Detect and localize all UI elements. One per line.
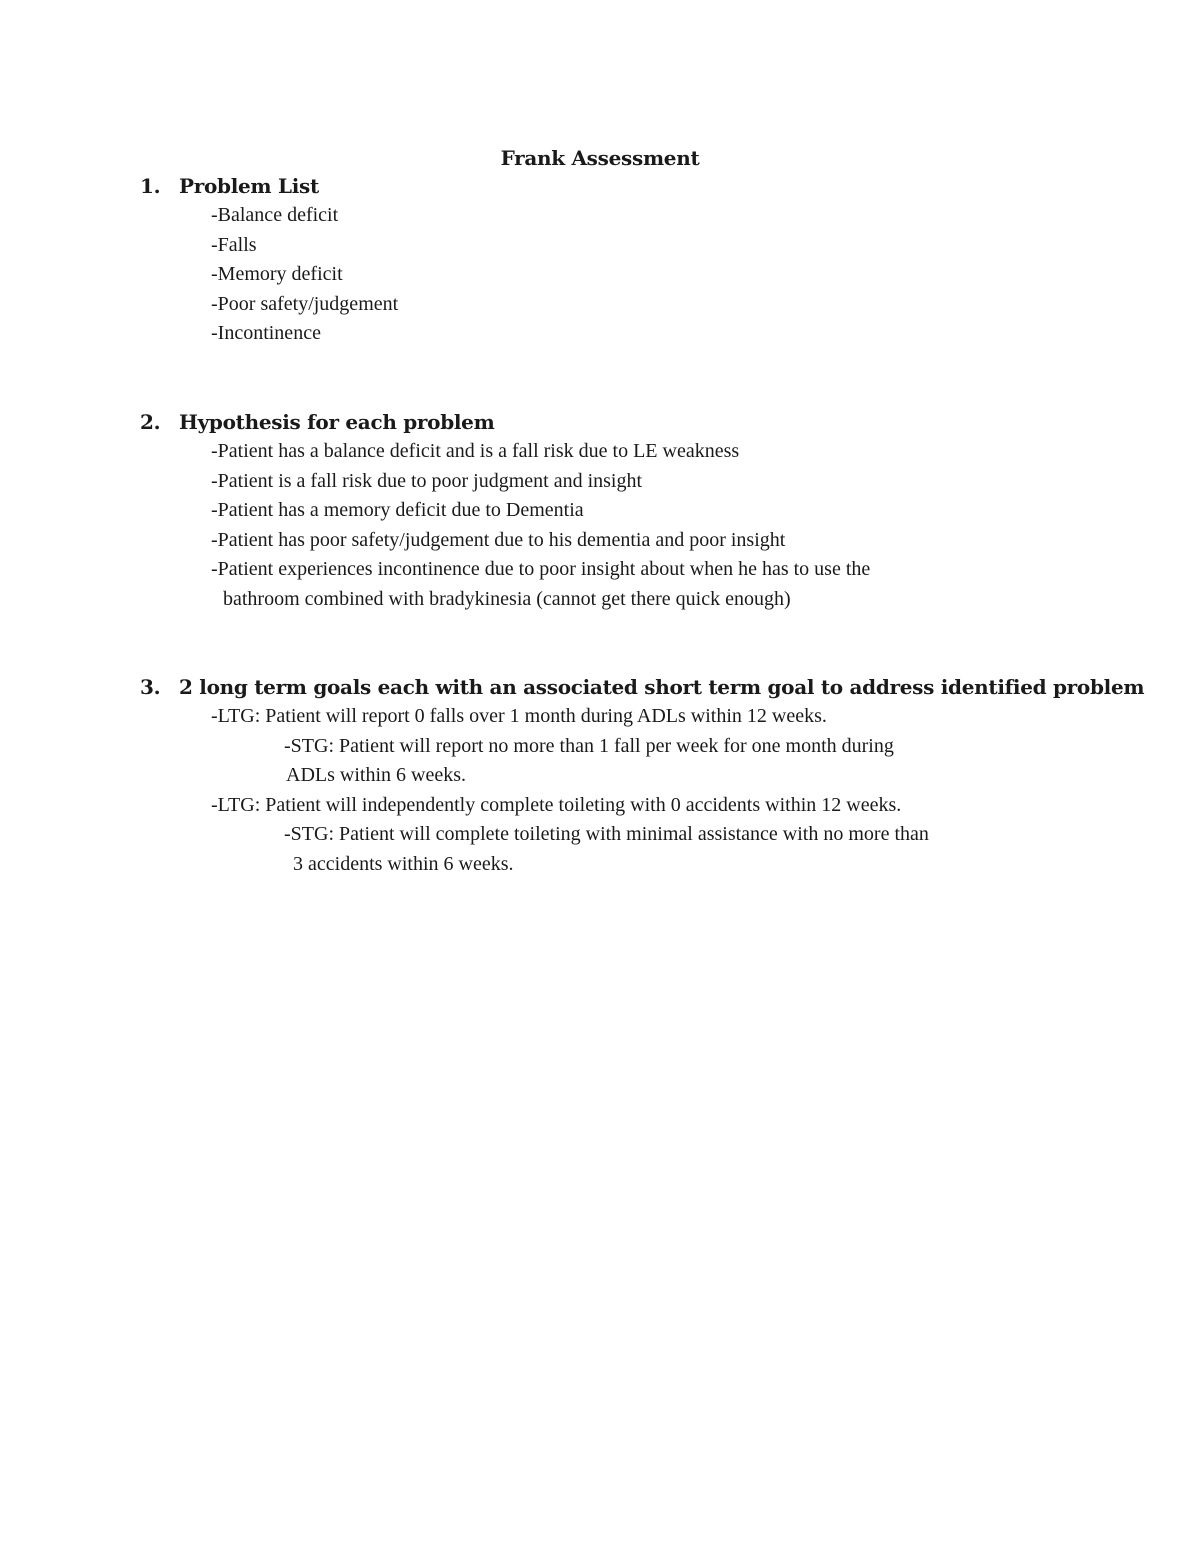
list-item: -Patient has a memory deficit due to Dementia: [211, 499, 584, 522]
page-title: Frank Assessment: [500, 146, 700, 170]
list-item: -Memory deficit: [211, 263, 343, 286]
stg-item: -STG: Patient will report no more than 1 fall per week for one month during: [284, 734, 894, 757]
list-item: -Incontinence: [211, 322, 321, 345]
stg-item: -STG: Patient will complete toileting with minimal assistance with no more than: [284, 823, 929, 846]
list-item: -Falls: [211, 233, 257, 256]
section-title: Hypothesis for each problem: [179, 410, 495, 434]
section-hypothesis: [140, 407, 1140, 615]
section-title: 2 long term goals each with an associated short term goal to address identified problem: [179, 675, 1145, 699]
ltg-item: -LTG: Patient will report 0 falls over 1 month during ADLs within 12 weeks.: [211, 705, 827, 727]
list-item: -Balance deficit: [211, 204, 339, 226]
section-heading: [140, 407, 1140, 437]
ltg-item: -LTG: Patient will independently complete toileting with 0 accidents within 12 weeks.: [211, 793, 902, 816]
stg-item-continuation: ADLs within 6 weeks.: [286, 764, 466, 787]
section-heading: [140, 171, 1140, 201]
list-item: -Poor safety/judgement: [211, 292, 399, 315]
section-number: 1.: [140, 174, 161, 198]
list-item: -Patient has a balance deficit and is a fall risk due to LE weakness: [211, 440, 740, 462]
list-item-continuation: bathroom combined with bradykinesia (cannot get there quick enough): [223, 587, 791, 610]
list-item: -Patient has poor safety/judgement due to his dementia and poor insight: [211, 528, 786, 551]
section-heading: [140, 672, 1145, 702]
stg-item-continuation: 3 accidents within 6 weeks.: [293, 852, 514, 875]
list-item: -Patient is a fall risk due to poor judgment and insight: [211, 469, 643, 492]
section-problem-list: [140, 171, 1140, 349]
section-title: Problem List: [179, 174, 319, 198]
list-item: -Patient experiences incontinence due to poor insight about when he has to use the: [211, 558, 871, 581]
section-goals: [140, 672, 1145, 880]
section-number: 3.: [140, 675, 161, 699]
section-number: 2.: [140, 410, 161, 434]
